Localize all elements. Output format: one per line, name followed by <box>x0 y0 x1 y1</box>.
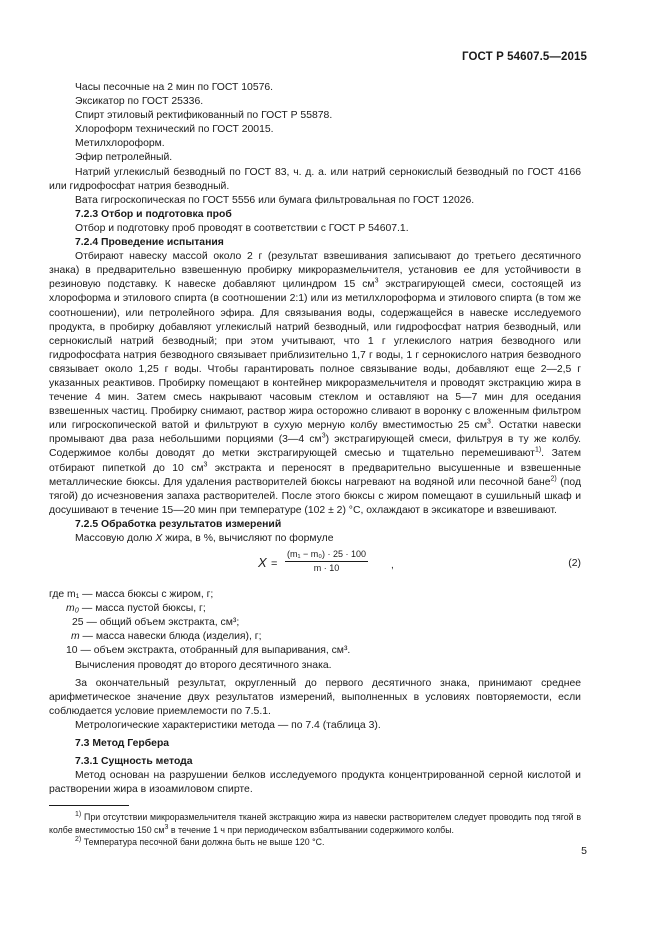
superscript: 3 <box>321 432 326 440</box>
definition-symbol: m <box>71 631 80 643</box>
formula-intro <box>49 532 581 546</box>
section-text-7-2-4 <box>49 250 581 518</box>
definition-symbol: где m₁ <box>49 589 80 601</box>
section-heading-7-2-3: 7.2.3 Отбор и подготовка проб <box>75 208 232 220</box>
formula-lhs: X <box>258 555 267 571</box>
formula-denominator: m · 10 <box>313 563 340 574</box>
section-text-7-2-3: Отбор и подготовку проб проводят в соответствии с ГОСТ Р 54607.1. <box>75 222 409 234</box>
footnote-2 <box>49 836 581 848</box>
formula-numerator: (m₁ − m₀) · 25 · 100 <box>285 549 368 562</box>
document-body <box>49 81 581 848</box>
formula-number: (2) <box>568 558 581 570</box>
footnote-mark: 1) <box>75 811 82 819</box>
text-run: Температура песочной бани должна быть не выше 120 °С. <box>83 836 325 847</box>
text-run: При отсутствии микроразмельчителя тканей экстракцию жира из навески растворителем следует проводить под тягой в колбе вместимостью 150 см <box>49 812 582 835</box>
material-item: Эфир петролейный. <box>75 152 173 164</box>
section-heading-7-2-5: 7.2.5 Обработка результатов измерений <box>75 518 282 530</box>
footnote-ref-1[interactable]: 1) <box>534 446 542 454</box>
formula-definitions <box>49 588 581 658</box>
text-run: . Остатки навески промывают два раза небольшими порциями (3—4 см <box>49 420 581 446</box>
superscript: 3 <box>487 418 491 426</box>
text-run: экстрагирующей смеси, состоящей из хлороформа и этилового спирта (в соотношении 2:1) или из метилхлороформа и этилового спирта (в том же соотношении), или петролейного эфира. Для связывания воды, содержащейся в навеске исследуемого продукта, в пробирку добавляют углекислый натрий безводный, или гидрофосфат натрия безводный, или сернокислый натрий безводный; при этом учитывают, что 1 г углекислого натрия безводного или гидрофосфата натрия безводного связывает приблизительно 1,7 г воды, 1 г сернокислого натрия безводного связывает около 1,25 г воды. Чтобы гарантировать полное связывание воды, добавляют еще 2—2,5 г указанных реактивов. Пробирку помещают в контейнер микроразмельчителя и проводят экстракцию жира в течение 4 мин. Затем смесь накрывают часовым стеклом и оставляют на 5—7 мин для оседания взвешенных частиц. Пробирку снимают, раствор жира осторожно сливают в воронку с вложенным фильтром или гигроскопической ватой и фильтруют в сухую мерную колбу вместимостью 25 см <box>49 279 581 432</box>
footnote-divider <box>49 805 129 806</box>
material-item: Вата гигроскопическая по ГОСТ 5556 или бумага фильтровальная по ГОСТ 12026. <box>75 194 475 206</box>
material-item: Часы песочные на 2 мин по ГОСТ 10576. <box>75 82 274 93</box>
formula-equals: = <box>271 558 278 571</box>
section-heading-7-2-4: 7.2.4 Проведение испытания <box>75 237 224 249</box>
section-text-7-3-1: Метод основан на разрушении белков исследуемого продукта концентрированной серной кислотой и растворении жира в изоамиловом спирте. <box>49 770 581 796</box>
material-item: Спирт этиловый ректификованный по ГОСТ Р 55878. <box>75 110 333 122</box>
definition-row <box>49 588 581 602</box>
calc-precision: Вычисления проводят до второго десятичного знака. <box>75 659 332 671</box>
footnote-mark: 2) <box>75 835 82 843</box>
material-item: Эксикатор по ГОСТ 25336. <box>75 96 204 108</box>
text-run: Отбирают навеску массой около 2 г (результат взвешивания записывают до третьего десятичного знака) в предварительно взвешенную пробирку микроразмельчителя, установив ее для устойчивости в резиновую подставку. К навеске добавляют цилиндром 15 см <box>49 251 581 291</box>
formula-fraction <box>285 549 368 574</box>
metrology-text: Метрологические характеристики метода — по 7.4 (таблица 3). <box>75 719 381 731</box>
definition-row <box>49 616 581 630</box>
text-run: жира, в %, вычисляют по формуле <box>162 533 334 544</box>
definition-symbol: 10 <box>66 645 78 657</box>
section-heading-7-3-1: 7.3.1 Сущность метода <box>75 756 193 768</box>
material-item: Метилхлороформ. <box>75 138 165 150</box>
definition-row <box>49 602 581 616</box>
definition-text: — масса бюксы с жиром, г; <box>79 589 214 601</box>
page-number: 5 <box>581 845 587 857</box>
material-item: Натрий углекислый безводный по ГОСТ 83, ч. д. а. или натрий сернокислый безводный по ГОСТ 4166 или гидрофосфат натрия безводный. <box>49 166 581 192</box>
variable-x: X <box>155 533 163 544</box>
text-run: экстракта и переносят в предварительно высушенные и взвешенные металлические бюксы. Для удаления растворителей бюксы нагревают на водяной или песочной бане <box>49 462 581 488</box>
definition-text: — общий объем экстракта, см³; <box>83 617 240 629</box>
text-run: (под тягой) до исчезновения запаха растворителей. После этого бюксы с жиром помещают в сушильный шкаф и досушивают в течение 15—20 мин при температуре (102 ± 2) °С, охлаждают в эксикаторе и взвешивают. <box>49 476 582 516</box>
superscript: 3 <box>374 277 379 285</box>
footnote-ref-2[interactable]: 2) <box>550 475 557 483</box>
text-run: . Затем отбирают пипеткой до 10 см <box>49 448 581 474</box>
document-header: ГОСТ Р 54607.5—2015 <box>462 51 587 63</box>
definition-text: — масса пустой бюксы, г; <box>79 603 206 615</box>
definition-symbol: m₀ <box>66 603 80 615</box>
definition-row <box>49 644 581 658</box>
definition-text: — масса навески блюда (изделия), г; <box>79 631 262 643</box>
final-result-text: За окончательный результат, округленный до первого десятичного знака, принимают среднее арифметическое значение двух результатов измерений, выполненных в условиях повторяемости, если соблюдается условие приемлемости по 7.5.1. <box>49 677 581 717</box>
definition-row <box>49 630 581 644</box>
formula-2 <box>49 549 581 583</box>
section-heading-7-3: 7.3 Метод Гербера <box>75 738 170 750</box>
superscript: 3 <box>164 823 169 831</box>
text-run: в течение 1 ч при периодическом взбалтывании содержимого колбы. <box>168 824 454 835</box>
formula-comma: , <box>391 560 394 572</box>
text-run: ) экстрагирующей смеси, фильтруя в ту же колбу. Содержимое колбы доводят до метки экстрагирующей смесью и тщательно перемешивают <box>49 434 581 460</box>
footnote-1 <box>49 811 581 835</box>
definition-symbol: 25 <box>72 617 84 629</box>
definition-text: — объем экстракта, отобранный для выпаривания, см³. <box>77 645 351 657</box>
superscript: 3 <box>203 461 208 469</box>
material-item: Хлороформ технический по ГОСТ 20015. <box>75 124 274 136</box>
text-run: Массовую долю <box>75 533 156 544</box>
